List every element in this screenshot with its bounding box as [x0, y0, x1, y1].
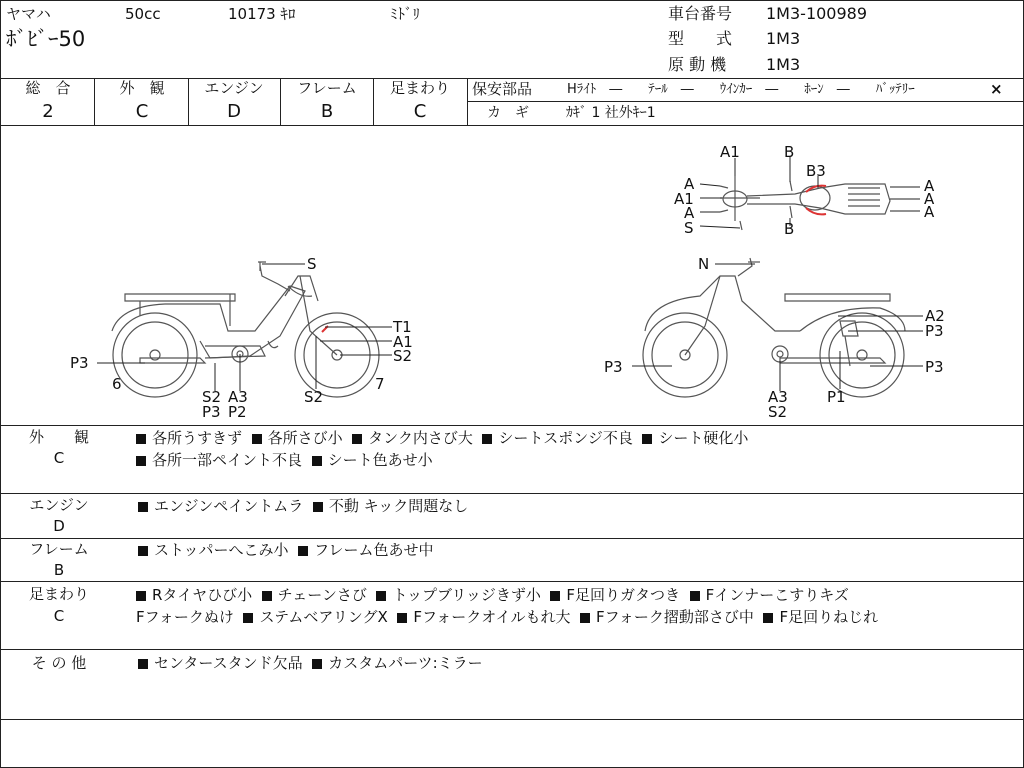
label-a: A — [684, 204, 695, 222]
motorcycle-diagram — [0, 126, 1024, 425]
label-a3: A3 — [768, 388, 788, 406]
body-color: ﾐﾄﾞﾘ — [390, 5, 421, 23]
label-n: N — [698, 255, 710, 273]
bullet — [376, 591, 386, 601]
label-b3: B3 — [806, 162, 826, 180]
exterior-grade: C — [135, 101, 149, 122]
bullet — [352, 434, 362, 444]
bullet — [550, 591, 560, 601]
engine-label: 原 動 機 — [668, 55, 727, 74]
label-a: A — [684, 175, 695, 193]
bullet — [763, 613, 773, 623]
label-6: 6 — [112, 375, 122, 393]
exterior-grade-label: 外 観 — [119, 79, 165, 97]
frame-grade: B — [320, 101, 334, 122]
bullet — [138, 502, 148, 512]
label-p1: P1 — [827, 388, 846, 406]
suspension-grade-label: 足まわり — [389, 79, 450, 97]
safety-label: 保安部品 — [472, 80, 533, 98]
remark-engine-line1 — [138, 495, 468, 517]
overall-grade: 2 — [42, 101, 54, 122]
bullet — [313, 502, 323, 512]
frame-no-label: 車台番号 — [668, 4, 733, 23]
remark-item: Fフォーク摺動部さび中 — [596, 608, 754, 626]
remark-frame-grade: B — [53, 561, 65, 579]
engine-grade-label: エンジン — [204, 79, 264, 97]
label-s2: S2 — [768, 403, 788, 421]
key-label: カ ギ — [487, 105, 529, 121]
label-t1: T1 — [393, 318, 412, 336]
safety-items: Hﾗｲﾄ ― ﾃｰﾙ ― ｳｲﾝｶｰ ― ﾎｰﾝ ― ﾊﾞｯﾃﾘｰ — [567, 82, 915, 97]
label-p2: P2 — [228, 403, 247, 421]
battery-mark: × — [990, 80, 1003, 98]
remark-item: 各所さび小 — [267, 429, 343, 447]
remark-engine-label: エンジン — [29, 496, 89, 514]
remark-exterior-line1 — [136, 427, 748, 449]
bullet — [690, 591, 700, 601]
remark-item: ステムベアリングX — [259, 608, 388, 626]
remark-item: シートスポンジ不良 — [498, 429, 633, 447]
frame-no: 1M3-100989 — [766, 4, 868, 23]
remark-frame-line1 — [138, 539, 434, 561]
label-p3: P3 — [202, 403, 221, 421]
remark-item: エンジンペイントムラ — [154, 497, 304, 515]
label-s2: S2 — [393, 347, 413, 365]
divider — [0, 649, 1024, 650]
bullet — [136, 456, 146, 466]
remark-other-label: そ の 他 — [31, 654, 87, 672]
remark-item: Rタイヤひび小 — [152, 586, 253, 604]
displacement: 50cc — [125, 5, 161, 23]
divider — [0, 493, 1024, 494]
remark-item: 各所うすきず — [152, 429, 243, 447]
bullet — [136, 591, 146, 601]
bullet — [642, 434, 652, 444]
label-a2: A2 — [925, 307, 945, 325]
left-side-bike — [112, 262, 379, 397]
label-s: S — [307, 255, 317, 273]
remark-item: トップブリッジきず小 — [392, 586, 541, 604]
leader-lines — [97, 156, 923, 391]
type-label: 型 式 — [668, 29, 733, 48]
divider — [467, 78, 468, 126]
label-a1: A1 — [720, 143, 740, 161]
remark-item: タンク内さび大 — [368, 429, 473, 447]
remark-exterior-line2 — [136, 449, 433, 471]
label-a1: A1 — [674, 190, 694, 208]
bullet — [136, 434, 146, 444]
divider — [0, 425, 1024, 426]
bullet — [312, 659, 322, 669]
bullet — [312, 456, 322, 466]
remark-suspension-line2 — [136, 606, 878, 628]
label-a3: A3 — [228, 388, 248, 406]
engine-grade: D — [227, 101, 241, 122]
label-p3: P3 — [925, 322, 944, 340]
bullet — [138, 546, 148, 556]
bullet — [482, 434, 492, 444]
remark-frame-label: フレーム — [29, 540, 89, 558]
remark-item: カスタムパーツ:ミラー — [328, 654, 483, 672]
divider — [94, 78, 95, 126]
remark-item: F足回りガタつき — [566, 586, 681, 604]
remark-item: シート硬化小 — [658, 429, 749, 447]
remark-item: ストッパーへこみ小 — [154, 541, 289, 559]
frame-grade-label: フレーム — [297, 79, 357, 97]
label-p3: P3 — [925, 358, 944, 376]
label-a: A — [924, 190, 935, 208]
remark-other-line1 — [138, 652, 483, 674]
remark-item: F足回りねじれ — [779, 608, 879, 626]
label-p3: P3 — [70, 354, 89, 372]
suspension-grade: C — [413, 101, 427, 122]
remark-item: 不動 キック問題なし — [328, 497, 469, 515]
bullet — [138, 659, 148, 669]
remark-suspension-line1 — [136, 584, 849, 606]
bullet — [298, 546, 308, 556]
divider — [0, 719, 1024, 720]
divider — [468, 101, 1024, 102]
divider — [280, 78, 281, 126]
divider — [373, 78, 374, 126]
remark-exterior-grade: C — [53, 449, 65, 467]
remark-item: 各所一部ペイント不良 — [152, 451, 303, 469]
label-b: B — [784, 143, 795, 161]
maker: ヤマハ — [6, 5, 51, 23]
overall-grade-label: 総 合 — [25, 79, 71, 97]
remark-exterior-label: 外 観 — [28, 428, 89, 446]
type-value: 1M3 — [766, 29, 801, 48]
bullet — [243, 613, 253, 623]
remark-item: Fインナーこすりキズ — [705, 586, 849, 604]
label-7: 7 — [375, 375, 385, 393]
remark-item: フレーム色あせ中 — [314, 541, 434, 559]
bullet — [252, 434, 262, 444]
label-b: B — [784, 220, 795, 238]
key-value: ｶｷﾞ 1 社外ｷｰ1 — [566, 105, 656, 121]
remark-item: Fフォークオイルもれ大 — [413, 608, 571, 626]
label-s2: S2 — [304, 388, 324, 406]
right-side-bike — [643, 258, 905, 397]
label-a1: A1 — [393, 333, 413, 351]
divider — [0, 581, 1024, 582]
bullet — [262, 591, 272, 601]
label-s: S — [684, 219, 694, 237]
remark-engine-grade: D — [53, 517, 65, 535]
remark-item: チェーンさび — [277, 586, 367, 604]
mileage: 10173 ｷﾛ — [228, 5, 296, 23]
label-a: A — [924, 177, 935, 195]
remark-suspension-label: 足まわり — [28, 585, 89, 603]
diagram-labels — [70, 143, 945, 421]
engine-value: 1M3 — [766, 55, 801, 74]
bullet — [397, 613, 407, 623]
label-s2: S2 — [202, 388, 222, 406]
bullet — [580, 613, 590, 623]
label-p3: P3 — [604, 358, 623, 376]
remark-item: シート色あせ小 — [327, 451, 433, 469]
remark-item: Fフォークぬけ — [136, 608, 234, 626]
model-name: ﾎﾞﾋﾞｰ50 — [6, 27, 86, 51]
label-a: A — [924, 203, 935, 221]
remark-item: センタースタンド欠品 — [154, 654, 303, 672]
divider — [188, 78, 189, 126]
top-view-bike — [720, 176, 890, 230]
remark-suspension-grade: C — [53, 607, 65, 625]
